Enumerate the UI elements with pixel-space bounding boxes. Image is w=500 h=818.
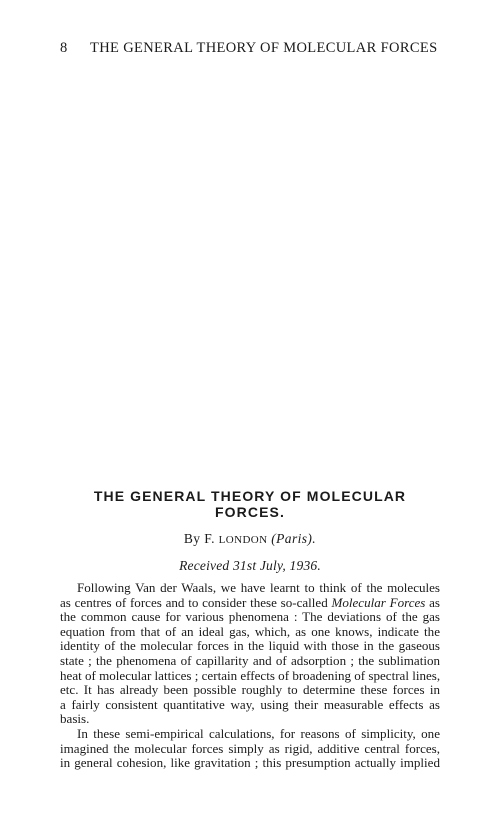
article-title: [60, 488, 440, 520]
running-head: [60, 40, 440, 57]
page-number: 8: [60, 40, 68, 56]
paragraph-2-line: in general cohesion, like gravitation ; this presumption actually implied: [60, 756, 440, 771]
running-title: THE GENERAL THEORY OF MOLECULAR FORCES: [90, 40, 438, 56]
paragraph-1-line: a fairly consistent quantitative way, using their measurable effects as: [60, 697, 440, 712]
article-title-line-1: THE GENERAL THEORY OF MOLECULAR: [93, 488, 407, 504]
byline: [60, 531, 440, 547]
paragraph-1-line: equation from that of an ideal gas, which, as one knows, indicate the: [60, 624, 440, 639]
author-initial: F.: [204, 531, 215, 546]
paragraph-1-line: basis.: [60, 712, 90, 727]
received-value: 31st July, 1936.: [232, 558, 321, 573]
received-date: [60, 558, 440, 574]
article-body: [60, 581, 440, 771]
paragraph-1-line: state ; the phenomena of capillarity and of adsorption ; the sublimation: [60, 653, 440, 668]
paragraph-1-line: as centres of forces and to consider these so-called Molecular Forces as: [60, 595, 440, 610]
paragraph-1-line: Following Van der Waals, we have learnt to think of the molecules: [77, 581, 440, 595]
paragraph-1-line: identity of the molecular forces in the liquid with those in the gaseous: [60, 639, 440, 654]
emphasis-molecular-forces: Molecular Forces: [331, 595, 426, 610]
paragraph-2-line: imagined the molecular forces simply as rigid, additive central forces,: [60, 741, 440, 756]
byline-prefix: By: [183, 531, 201, 546]
received-label: Received: [179, 558, 230, 573]
paragraph-1-line: etc. It has already been possible roughly to determine these forces in: [60, 683, 440, 698]
paragraph-1-line: heat of molecular lattices ; certain effects of broadening of spectral lines,: [60, 668, 440, 683]
paragraph-1-line: the common cause for various phenomena : The deviations of the gas: [60, 610, 440, 625]
paragraph-2-line: In these semi-empirical calculations, for reasons of simplicity, one: [77, 726, 440, 741]
author-name: LONDON: [218, 534, 268, 546]
article-title-line-2: FORCES.: [215, 504, 285, 520]
author-affiliation: (Paris).: [271, 531, 317, 546]
